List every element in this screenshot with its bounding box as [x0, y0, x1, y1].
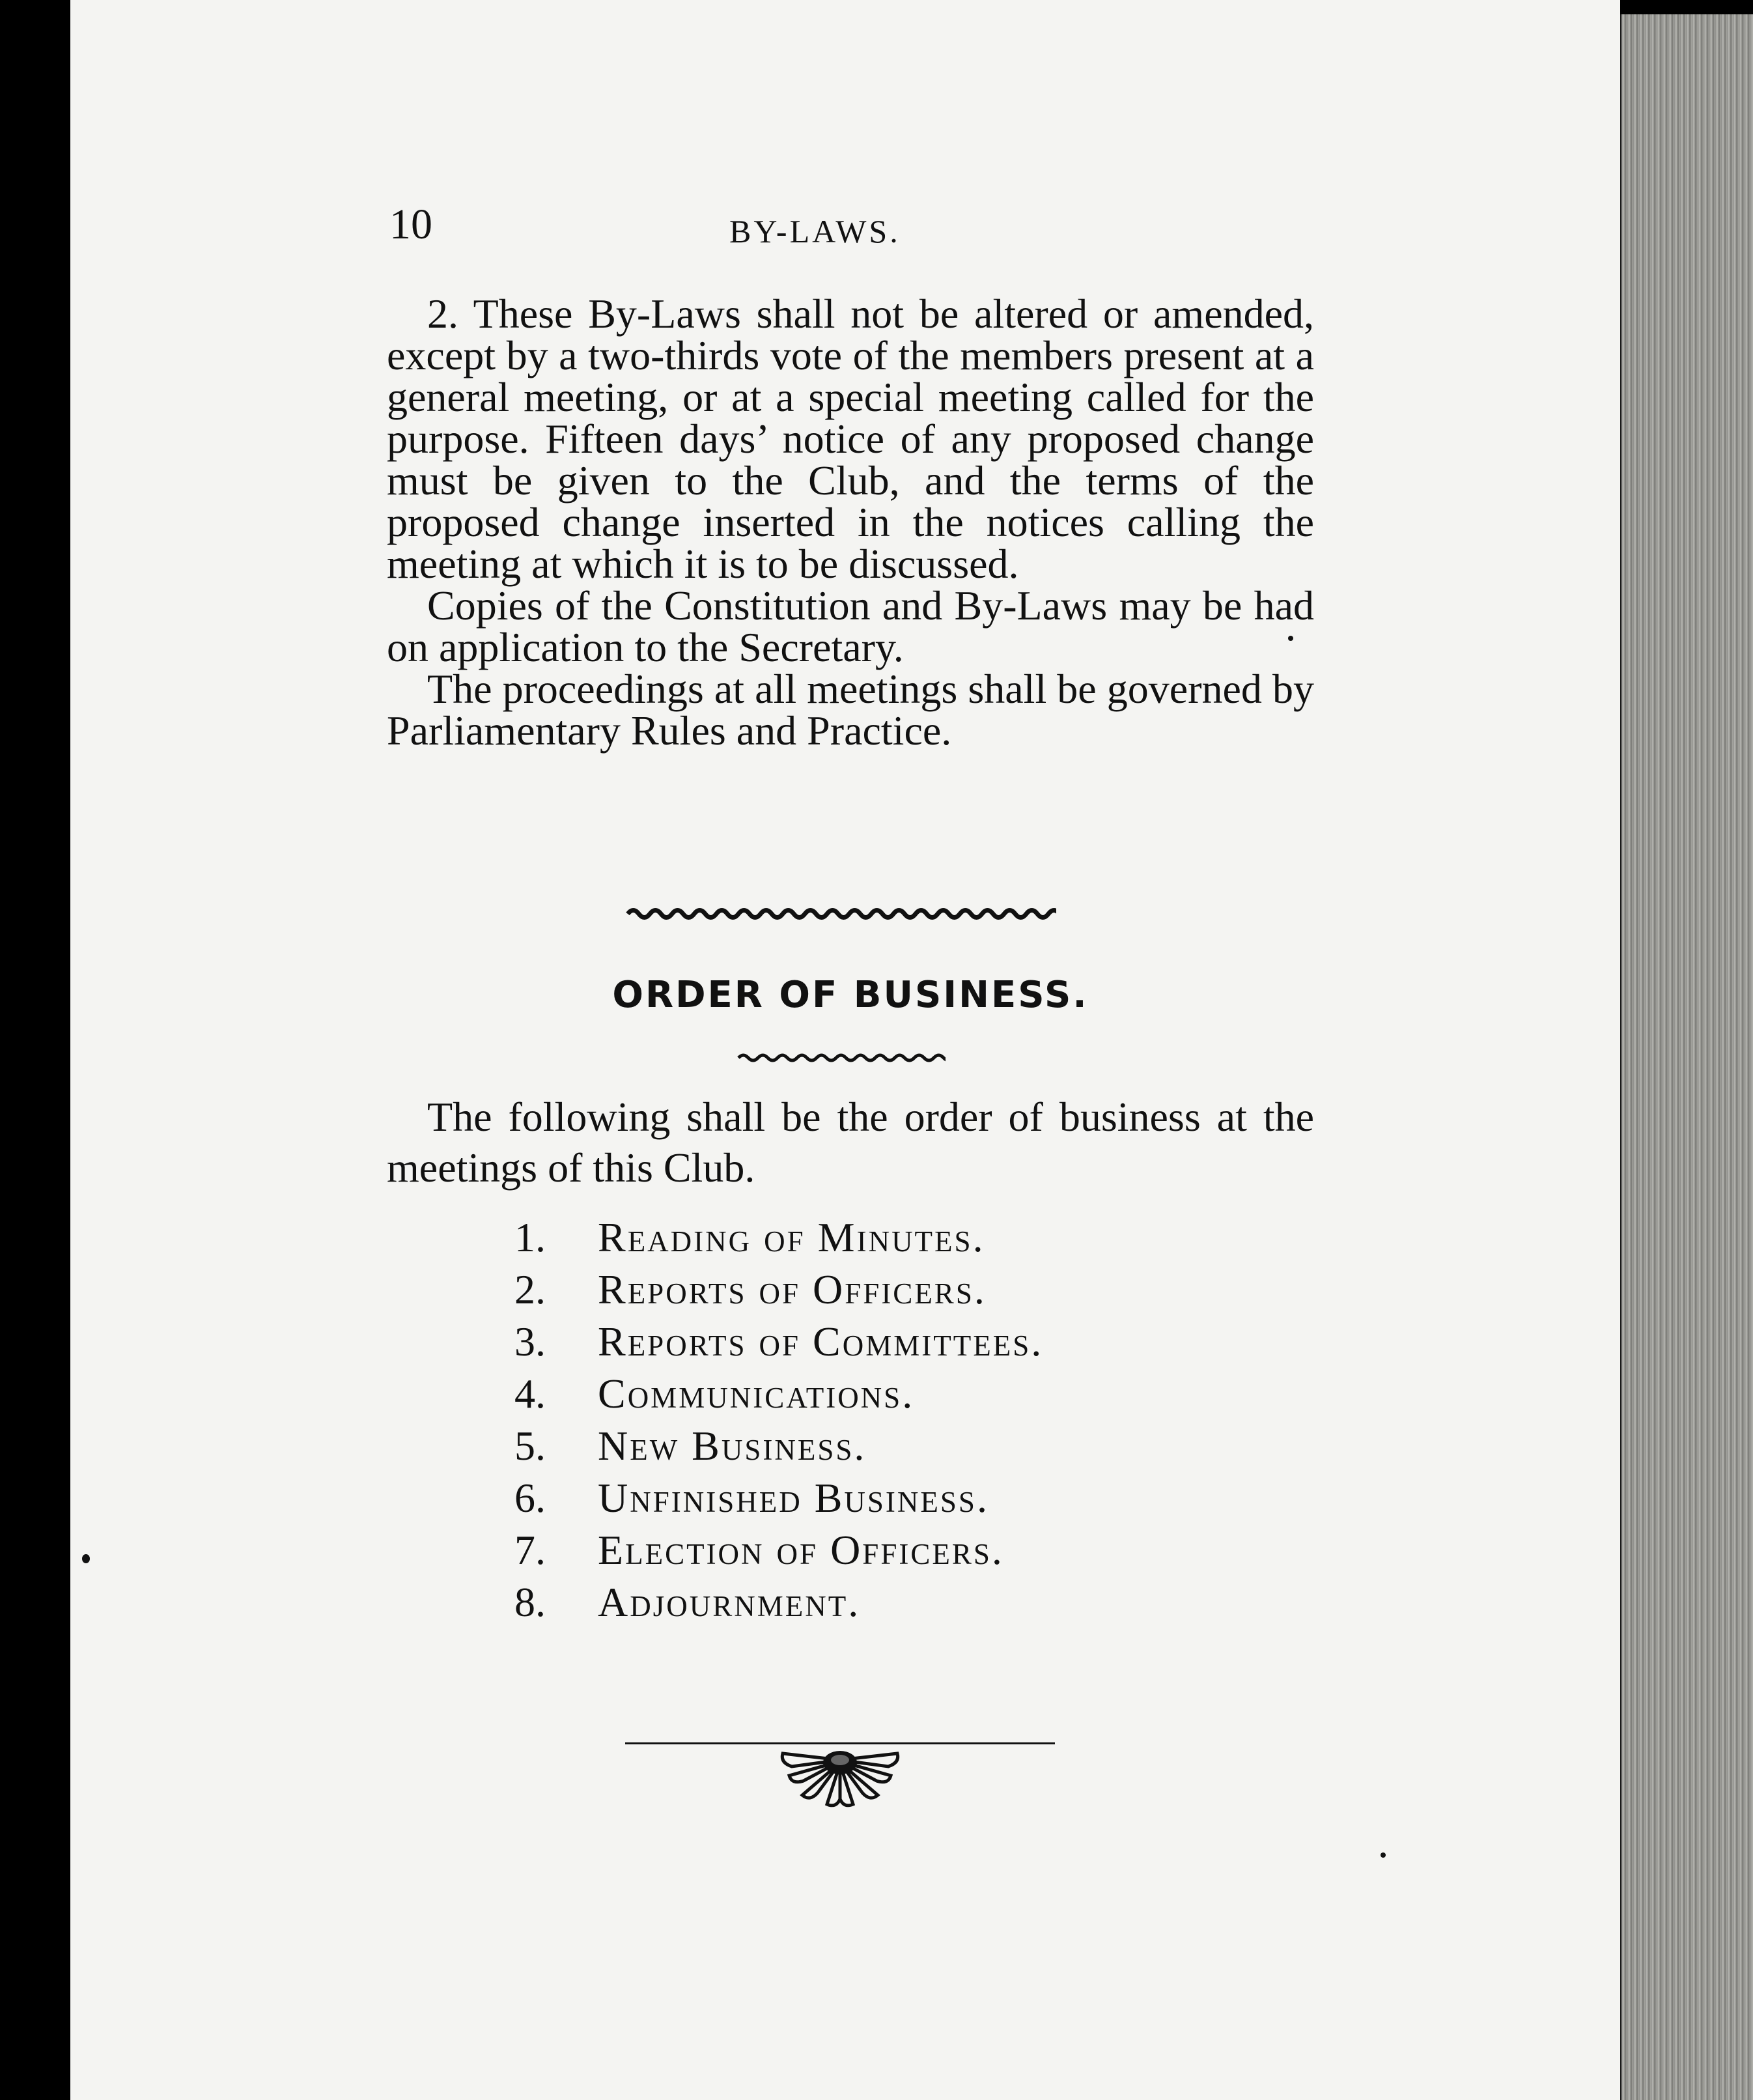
running-head: BY-LAWS. [729, 213, 901, 249]
book-binding [1621, 14, 1753, 2100]
horizontal-rule [625, 1742, 1055, 1744]
list-item [514, 1368, 1296, 1420]
item-label: New Business. [598, 1423, 867, 1469]
item-number: 3. [514, 1318, 546, 1365]
item-number: 4. [514, 1370, 546, 1417]
item-label: Adjournment. [598, 1579, 861, 1625]
item-label: Communications. [598, 1370, 915, 1417]
paragraph: The proceedings at all meetings shall be governed by Parliamentary Rules and Practice. [387, 666, 1314, 754]
order-list [514, 1212, 1296, 1628]
page-number: 10 [389, 201, 432, 248]
item-label: Election of Officers. [598, 1527, 1004, 1573]
item-label: Reading of Minutes. [598, 1214, 985, 1260]
scan-speck [1381, 1852, 1386, 1858]
item-number: 7. [514, 1527, 546, 1573]
section-title: ORDER OF BUSINESS. [612, 974, 1089, 1016]
list-item [514, 1472, 1296, 1524]
wavy-divider-large [625, 904, 1056, 924]
wavy-divider-small [736, 1050, 946, 1066]
list-item [514, 1212, 1296, 1264]
scan-speck [82, 1554, 90, 1563]
item-label: Reports of Officers. [598, 1266, 987, 1312]
list-item [514, 1420, 1296, 1472]
list-item [514, 1316, 1296, 1368]
list-item [514, 1264, 1296, 1316]
scan-speck [1288, 636, 1293, 641]
item-label: Unfinished Business. [598, 1475, 989, 1521]
flower-ornament-icon [776, 1747, 904, 1809]
list-item [514, 1524, 1296, 1576]
item-number: 6. [514, 1475, 546, 1521]
list-item [514, 1576, 1296, 1628]
item-number: 8. [514, 1579, 546, 1625]
bylaws-text [387, 293, 1314, 752]
paragraph: Copies of the Constitution and By-Laws may be had on application to the Secretary. [387, 582, 1314, 670]
paragraph: 2. These By-Laws shall not be altered or amended, except by a two-thirds vote of the members present at a general meeting, or at a special meeting called for the purpose. Fifteen days’ notice of any proposed change must be given to the Club, and the terms of the proposed change inserted in the notices calling the meeting at which it is to be discussed. [387, 291, 1314, 587]
item-number: 2. [514, 1266, 546, 1312]
item-number: 1. [514, 1214, 546, 1260]
item-label: Reports of Committees. [598, 1318, 1044, 1365]
intro-text: The following shall be the order of business at the meetings of this Club. [387, 1094, 1314, 1191]
item-number: 5. [514, 1423, 546, 1469]
page-header [319, 195, 1335, 254]
order-intro [387, 1092, 1314, 1193]
